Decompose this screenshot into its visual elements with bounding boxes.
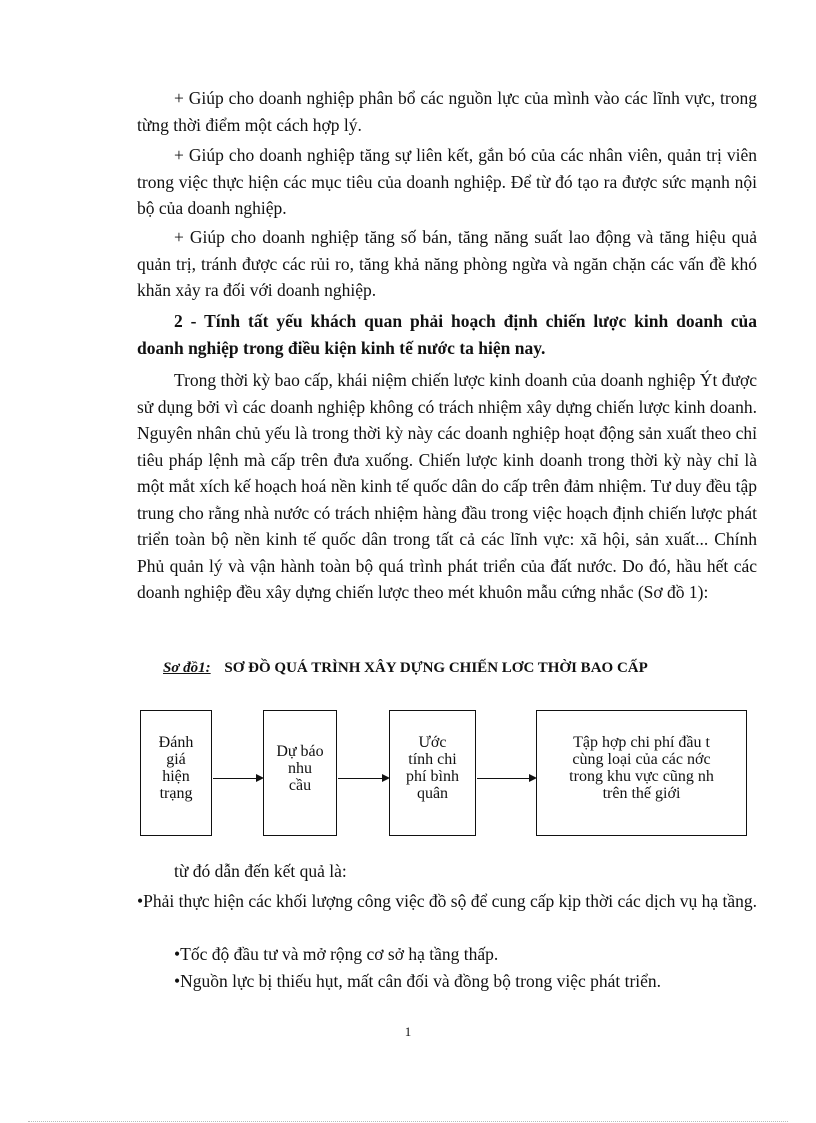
paragraph-1 — [137, 85, 757, 138]
paragraph-1-text: + Giúp cho doanh nghiệp phân bổ các nguồn lực của mình vào các lĩnh vực, trong từng thời điểm một cách hợp lý. — [137, 88, 757, 135]
arrow-1 — [213, 778, 262, 779]
paragraph-3 — [137, 224, 757, 304]
paragraph-4 — [137, 367, 757, 606]
paragraph-4-text: Trong thời kỳ bao cấp, khái niệm chiến lược kinh doanh của doanh nghiệp Ýt được sử dụng bởi vì các doanh nghiệp không có trách nhiệm xây dựng chiến lược kinh doanh. Nguyên nhân chủ yếu là trong thời kỳ này các doanh nghiệp hoạt động sản xuất theo chỉ tiêu pháp lệnh mà cấp trên đưa xuống. Chiến lược kinh doanh trong thời kỳ này chỉ là một mắt xích kế hoạch hoá nền kinh tế quốc dân do cấp trên đảm nhiệm. Tư duy đều tập trung cho rằng nhà nước có trách nhiệm hàng đầu trong việc hoạch định chiến lược phát triển toàn bộ nền kinh tế quốc dân trong tất cả các lĩnh vực: xã hội, sản xuất... Chính Phủ quản lý và vận hành toàn bộ quá trình phát triển của đất nước. Do đó, hầu hết các doanh nghiệp đều xây dựng chiến lược theo mét khuôn mẫu cứng nhắc (Sơ đồ 1): — [137, 370, 757, 602]
bullet-item-1-text: •Phải thực hiện các khối lượng công việc đồ sộ để cung cấp kịp thời các dịch vụ hạ tầng. — [137, 891, 757, 911]
paragraph-2-text: + Giúp cho doanh nghiệp tăng sự liên kết, gắn bó của các nhân viên, quản trị viên trong việc thực hiện các mục tiêu của doanh nghiệp. Để từ đó tạo ra được sức mạnh nội bộ của doanh nghiệp. — [137, 145, 757, 218]
diagram-box-forecast — [263, 710, 337, 836]
arrow-2 — [338, 778, 388, 779]
diagram-label: Sơ đồ1: — [163, 660, 211, 676]
diagram-box-estimate-text: Ước tính chi phí bình quân — [406, 734, 459, 802]
page-number: 1 — [404, 1024, 412, 1039]
results-intro: từ đó dẫn đến kết quả là: — [174, 861, 347, 881]
bullet-item-1 — [137, 888, 757, 915]
paragraph-2 — [137, 142, 757, 222]
diagram-box-aggregate-text: Tập hợp chi phí đầu t cùng loại của các nớc trong khu vực cũng nh trên thế giới — [569, 734, 714, 802]
footer-divider — [28, 1121, 788, 1122]
section-heading-text: 2 - Tính tất yếu khách quan phải hoạch định chiến lược kinh doanh của doanh nghiệp trong điều kiện kinh tế nước ta hiện nay. — [137, 311, 757, 358]
bullet-item-3: •Nguồn lực bị thiếu hụt, mất cân đối và đồng bộ trong việc phát triển. — [174, 971, 662, 991]
bullet-item-2: •Tốc độ đầu tư và mở rộng cơ sở hạ tầng thấp. — [174, 944, 499, 964]
diagram-box-aggregate — [536, 710, 747, 836]
paragraph-3-text: + Giúp cho doanh nghiệp tăng số bán, tăng năng suất lao động và tăng hiệu quả quản trị, tránh được các rủi ro, tăng khả năng phòng ngừa và ngăn chặn các vấn đề khó khăn xảy ra đối với doanh nghiệp. — [137, 227, 757, 300]
arrow-3 — [477, 778, 535, 779]
section-heading — [137, 308, 757, 361]
diagram-box-estimate — [389, 710, 476, 836]
diagram-title — [163, 660, 648, 677]
diagram-box-assessment — [140, 710, 212, 836]
diagram-box-forecast-text: Dự báo nhu cầu — [276, 742, 324, 794]
diagram-title-text: SƠ ĐỒ QUÁ TRÌNH XÂY DỰNG CHIẾN LƠC THỜI BAO CẤP — [224, 660, 648, 676]
diagram-box-assessment-text: Đánh giá hiện trạng — [158, 734, 194, 802]
